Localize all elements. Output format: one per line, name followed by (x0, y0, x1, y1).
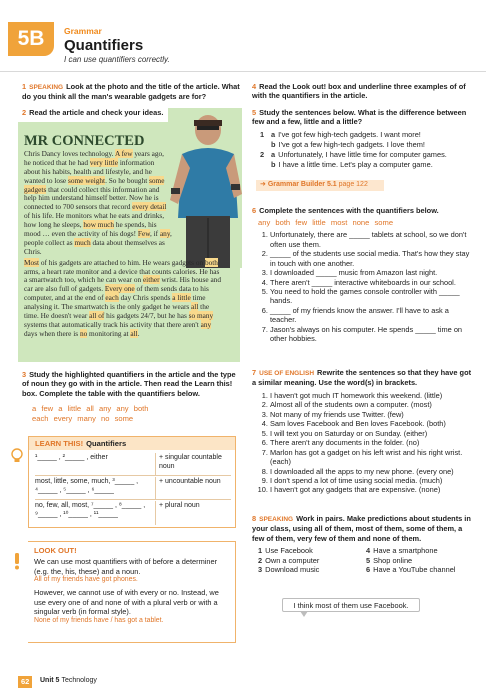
list-item: 9. I don't spend a lot of time using social media. (much) (270, 476, 474, 485)
exercise-number: 6 (252, 206, 257, 215)
exercise-number: 2 (22, 108, 27, 117)
look-out-box (28, 541, 236, 643)
exercise-instruction: Look at the photo and the title of the article. What do you think all the man's wearable gadgets are for? (22, 82, 240, 102)
word-bank-item: most (330, 218, 348, 228)
list-item: 1. Unfortunately, there are _____ tablets at school, so we don't often use them. (270, 230, 470, 249)
learn-this-box (28, 436, 236, 528)
word-bank-item: a little (58, 404, 82, 413)
exercise-instruction: Read the Look out! box and underline three examples of of with the quantifiers in the article. (252, 82, 466, 101)
page-title: Quantifiers (64, 37, 144, 54)
speech-bubble-tail (300, 611, 308, 617)
exercise-4 (252, 82, 474, 101)
section-kicker: Grammar (64, 26, 102, 36)
article-paragraph: Most of his gadgets are attached to him. He wears gadgets on both arms, a heart rate monitor and a device that counts calories. He has a smartwatch too, which he can wear on either wrist. His house and car are also full of gadgets. Every one of them sends data to his computer, and at the end of each day Chris spends a little time analysing it. The smartwatch is the only gadget he wears all the time. He doesn't wear all of his gadgets 24/7, but he has so many systems that automatically track his activity that there aren't any days when there is no monitoring at all. (24, 257, 221, 338)
list-item: 7. Jason's always on his computer. He spends _____ time on other hobbies. (270, 325, 470, 344)
learn-table-row (35, 478, 231, 500)
word-bank-item: none (352, 218, 370, 228)
list-item: 10. I haven't got any gadgets that are expensive. (none) (270, 485, 474, 494)
word-bank-item: many (77, 413, 96, 423)
word-bank-item: a few (32, 404, 54, 413)
exercise-7-list (270, 391, 474, 495)
learn-this-header (29, 437, 235, 450)
exclamation-icon (10, 552, 24, 570)
learn-table-row (35, 454, 231, 476)
exercise-number: 3 (22, 370, 27, 379)
exercise-instruction: Work in pairs. Make predictions about students in your class, using all of them, most of them, some of them, a few of them, very few of them and none of them. (252, 514, 471, 543)
list-item: 5 Shop online (366, 555, 413, 565)
exercise-7 (252, 368, 474, 495)
learn-table-cell: no, few, all, most, ⁷_____ , ⁸_____ , ⁹_____ , ¹⁰_____ , ¹¹_____ (35, 502, 146, 518)
exercise-6 (252, 206, 474, 344)
article-title: MR CONNECTED (24, 133, 145, 149)
word-bank (32, 404, 232, 423)
learn-table-cell: most, little, some, much, ³_____ , ⁴_____ , ⁵_____ , ⁶_____ (35, 478, 139, 494)
exercise-8 (252, 514, 474, 575)
footer-unit: Unit 5 Technology (40, 677, 97, 684)
word-bank-item: any (116, 404, 129, 413)
list-item: 5. You need to hold the games console controller with _____ hands. (270, 287, 470, 306)
learn-table-cell: + uncountable noun (159, 478, 221, 485)
exercise-label: SPEAKING (29, 84, 64, 91)
exercise-number: 8 (252, 514, 257, 523)
page-number: 62 (18, 676, 32, 688)
exercise-number: 1 (22, 82, 27, 91)
example-sentence: b I have a little time. Let's play a computer game. (271, 159, 433, 169)
article-paragraph: Chris Dancy loves technology. A few years ago, he noticed that he had very little information about his habits, health and lifestyle, and he wanted to lose some weight. So he bought some gadgets that could collect this information and help him understand himself better. Now he is connected to 700 sensors that record every detail of his life. He monitors what he eats and drinks, how long he sleeps, how much he spends, his mood … even the activity of his dogs! Few, if any, people collect as much data about themselves as Chris. (24, 149, 172, 256)
list-item: 3. I downloaded _____ music from Amazon last night. (270, 268, 470, 277)
lesson-aim: I can use quantifiers correctly. (64, 55, 170, 64)
list-item: 1 Use Facebook (258, 546, 313, 556)
exercise-3 (22, 370, 240, 398)
article-body (24, 150, 224, 339)
word-bank-item: any (98, 404, 112, 413)
exercise-6-list (270, 230, 470, 344)
word-bank-item: little (312, 218, 326, 228)
word-bank-item: each (32, 413, 49, 423)
prediction-list (258, 546, 474, 574)
example-sentence: 1 a I've got few high-tech gadgets. I want more! (260, 129, 421, 139)
learn-table-cell: + plural noun (159, 502, 200, 509)
word-bank-item: both (133, 404, 149, 413)
exercise-instruction: Complete the sentences with the quantifiers below. (259, 206, 439, 215)
word-bank-item: both (275, 218, 291, 228)
word-bank (258, 218, 474, 228)
list-item: 4 Have a smartphone (366, 546, 438, 556)
list-item: 2 Own a computer (258, 555, 320, 565)
speech-bubble: I think most of them use Facebook. (282, 598, 420, 612)
arrow-icon: ➜ (260, 181, 268, 188)
look-out-example: None of my friends have / has got a tablet. (34, 617, 164, 625)
exercise-number: 7 (252, 368, 257, 377)
grammar-builder-link[interactable]: ➜ Grammar Builder 5.1 page 122 (256, 180, 384, 191)
word-bank-item: no (101, 413, 110, 423)
list-item: 2. _____ of the students use social media. That's how they stay in touch with one another. (270, 249, 470, 268)
list-item: 6. There aren't any documents in the folder. (no) (270, 438, 474, 447)
exercise-instruction: Study the highlighted quantifiers in the article and the type of noun they go with in the article. Then read the Learn this! box. Complete the table with the quantifiers below. (22, 370, 236, 398)
list-item: 7. Marlon has got a gadget on his left wrist and his right wrist. (each) (270, 448, 474, 467)
learn-table-cell: ¹_____ , ²_____ , either (35, 454, 108, 461)
look-out-header: LOOK OUT! (34, 546, 77, 555)
list-item: 6 Have a YouTube channel (366, 565, 456, 575)
exercise-label: USE OF ENGLISH (259, 370, 315, 377)
learn-table-cell: + singular countable noun (159, 454, 222, 470)
word-bank-item: some (114, 413, 134, 423)
list-item: 3 Download music (258, 565, 320, 575)
exercise-label: SPEAKING (259, 516, 294, 523)
unit-badge: 5B (8, 22, 54, 56)
exercise-instruction: Read the article and check your ideas. (29, 108, 164, 117)
lightbulb-icon (10, 448, 24, 464)
exercise-number: 5 (252, 108, 257, 117)
word-bank-item: few (295, 218, 308, 228)
list-item: 3. Not many of my friends use Twitter. (few) (270, 410, 474, 419)
look-out-example: All of my friends have got phones. (34, 576, 138, 584)
word-bank-item: some (374, 218, 394, 228)
word-bank-item: all (86, 404, 94, 413)
example-sentence: b I've got a few high-tech gadgets. I love them! (271, 139, 425, 149)
list-item: 4. Sam loves Facebook and Ben loves Facebook. (both) (270, 419, 474, 428)
look-out-rule: However, we cannot use of with every or no. Instead, we use every one of and none of with a plural verb or with a singular verb (in formal style). (34, 588, 219, 617)
list-item: 1. I haven't got much IT homework this weekend. (little) (270, 391, 474, 400)
word-bank-item: every (53, 413, 73, 423)
learn-this-title: Quantifiers (86, 439, 127, 448)
look-out-rule: We can use most quantifiers with of before a determiner (e.g. the, his, these) and a noun. (34, 557, 218, 576)
exercise-number: 4 (252, 82, 257, 91)
list-item: 5. I will text you on Saturday or on Sunday. (either) (270, 429, 474, 438)
exercise-5 (252, 108, 474, 170)
exercise-instruction: Study the sentences below. What is the difference between few and a few, little and a little? (252, 108, 467, 127)
list-item: 6. _____ of my friends know the answer. I'll have to ask a teacher. (270, 306, 470, 325)
learn-this-label: LEARN THIS! (35, 439, 84, 448)
list-item: 8. I downloaded all the apps to my new phone. (every one) (270, 467, 474, 476)
list-item: 2. Almost all of the students own a computer. (most) (270, 400, 474, 409)
list-item: 4. There aren't _____ interactive whiteboards in our school. (270, 278, 470, 287)
exercise-1 (22, 82, 240, 102)
learn-table-row (35, 502, 231, 525)
header-divider (0, 71, 486, 72)
word-bank-item: any (258, 218, 271, 228)
look-out-body (34, 557, 232, 629)
example-sentence: 2 a Unfortunately, I have little time for computer games. (260, 149, 447, 159)
exercise-instruction: Rewrite the sentences so that they have got a similar meaning. Use the word(s) in brackets. (252, 368, 472, 388)
